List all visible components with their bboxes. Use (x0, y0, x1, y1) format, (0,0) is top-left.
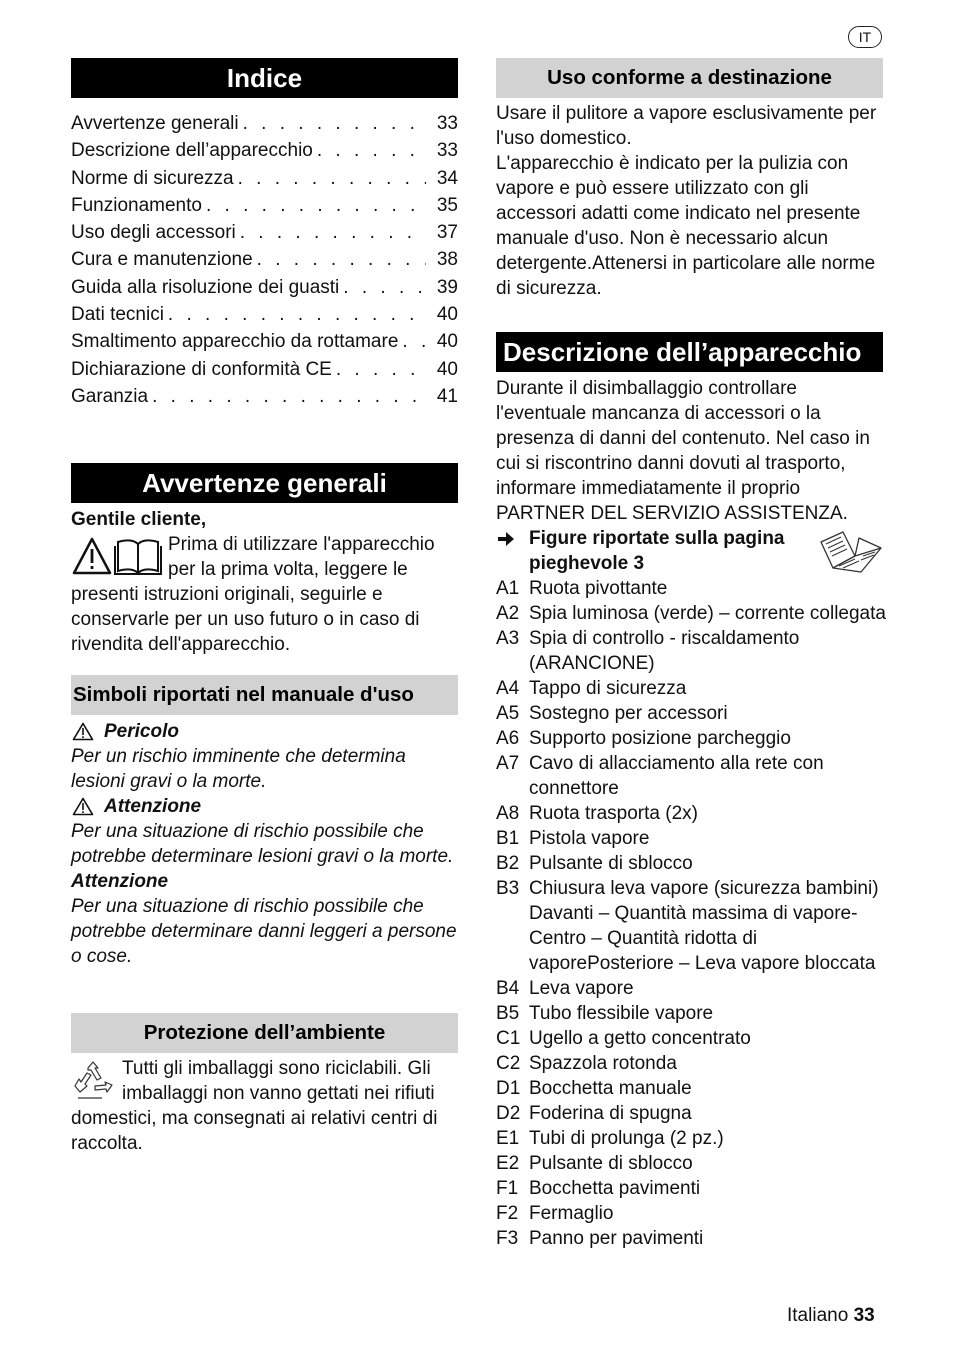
part-description: Spazzola rotonda (529, 1053, 677, 1074)
intended-use-title: Uso conforme a destinazione (547, 66, 832, 89)
part-code: D2 (496, 1103, 521, 1124)
intro-rest: presenti istruzioni originali, seguirle e conservarle per un uso futuro o in caso di rivendita dell'apparecchio. (71, 584, 420, 655)
description-title: Descrizione dell’apparecchio (503, 337, 862, 367)
part-code: A7 (496, 753, 520, 774)
toc-entry-page: 40 (436, 358, 458, 380)
toc-leader-dots (336, 356, 426, 383)
arrow-icon (497, 531, 517, 547)
manual-book-icon (115, 540, 161, 574)
part-code: A1 (496, 578, 520, 599)
environment-heading (71, 1013, 458, 1053)
toc-entry[interactable] (71, 383, 458, 410)
part-code: B5 (496, 1003, 520, 1024)
part-item (496, 1151, 889, 1176)
part-item (496, 826, 889, 851)
language-badge: IT (848, 26, 882, 48)
toc-leader-dots (168, 301, 426, 328)
part-description: Pistola vapore (529, 828, 650, 849)
part-description: Tubi di prolunga (2 pz.) (529, 1128, 724, 1149)
toc-leader-dots (206, 192, 426, 219)
part-item (496, 601, 889, 626)
toc-leader-dots (243, 110, 426, 137)
part-code: C1 (496, 1028, 521, 1049)
part-code: A2 (496, 603, 520, 624)
toc-heading (71, 58, 458, 98)
toc-entry-label: Descrizione dell’apparecchio (71, 140, 313, 162)
part-code: F3 (496, 1228, 519, 1249)
description-heading (496, 332, 883, 372)
environment-rest: domestici, ma consegnati ai relativi centri di raccolta. (71, 1108, 438, 1154)
toc-entry-label: Norme di sicurezza (71, 167, 234, 189)
danger-text: Per un rischio imminente che determina lesioni gravi o la morte. (71, 746, 406, 792)
part-code: A3 (496, 628, 520, 649)
toc-entry-label: Dichiarazione di conformità CE (71, 358, 332, 380)
part-item (496, 626, 889, 676)
toc-leader-dots (257, 246, 426, 273)
toc-entry-page: 39 (436, 276, 458, 298)
toc-entry[interactable] (71, 328, 458, 355)
warning-label: Attenzione (104, 796, 202, 817)
intro-line-1: Prima di utilizzare l'apparecchio (168, 534, 435, 555)
part-item (496, 1076, 889, 1101)
part-description: Tubo flessibile vapore (529, 1003, 714, 1024)
part-code: A6 (496, 728, 520, 749)
part-item (496, 1201, 889, 1226)
toc-leader-dots (238, 165, 426, 192)
caution-text: Per una situazione di rischio possibile che potrebbe determinare danni leggeri a persone o cose. (71, 896, 457, 967)
toc-leader-dots (317, 137, 426, 164)
intended-use-heading (496, 58, 883, 98)
part-code: B2 (496, 853, 520, 874)
symbols-title: Simboli riportati nel manuale d'uso (73, 683, 414, 706)
intro-line-2: per la prima volta, leggere le (168, 559, 408, 580)
toc-leader-dots (402, 328, 426, 355)
part-code: B1 (496, 828, 520, 849)
toc-entry-page: 40 (436, 304, 458, 326)
toc-entry-label: Avvertenze generali (71, 113, 239, 134)
toc-entry-page: 41 (436, 385, 458, 407)
toc-entry[interactable] (71, 356, 458, 383)
toc-leader-dots (240, 219, 426, 246)
toc-entry-label: Garanzia (71, 385, 149, 407)
part-code: E1 (496, 1128, 520, 1149)
part-item (496, 676, 889, 701)
part-code: F1 (496, 1178, 519, 1199)
part-description: Bocchetta pavimenti (529, 1178, 701, 1199)
part-item (496, 751, 889, 801)
figure-ref-line-1: Figure riportate sulla pagina (529, 528, 785, 549)
part-item (496, 1226, 889, 1251)
toc-entry-label: Guida alla risoluzione dei guasti (71, 276, 340, 298)
toc-title: Indice (226, 63, 303, 93)
part-description: Supporto posizione parcheggio (529, 728, 791, 749)
intended-use-para-2: L'apparecchio è indicato per la pulizia con vapore e può essere utilizzato con gli accessori adatti come indicato nel presente manuale d'uso. Non è necessario alcun detergente.Attenersi in particolare alle norme di sicurezza. (496, 153, 876, 299)
environment-line-1: Tutti gli imballaggi sono riciclabili. Gli (122, 1058, 431, 1079)
general-warnings-title: Avvertenze generali (142, 468, 387, 498)
toc-entry[interactable] (71, 301, 458, 328)
danger-triangle-icon (72, 722, 94, 741)
toc-leader-dots (343, 274, 426, 301)
part-description: Tappo di sicurezza (529, 678, 687, 699)
symbols-block (71, 719, 458, 969)
environment-title: Protezione dell’ambiente (143, 1021, 386, 1044)
part-code: A5 (496, 703, 520, 724)
part-item (496, 701, 889, 726)
part-description: Cavo di allacciamento alla rete con connettore (529, 753, 824, 799)
toc-entry-label: Cura e manutenzione (71, 249, 253, 271)
part-description: Pulsante di sblocco (529, 853, 693, 874)
part-description: Pulsante di sblocco (529, 1153, 693, 1174)
warning-triangle-icon (74, 539, 110, 573)
footer-language: Italiano (787, 1305, 849, 1326)
toc-entry[interactable] (71, 192, 458, 219)
part-item (496, 1176, 889, 1201)
toc-entry-page: 34 (436, 167, 458, 189)
general-warnings-heading (71, 463, 458, 503)
symbols-heading (71, 675, 458, 715)
part-item (496, 1101, 889, 1126)
environment-line-2: imballaggi non vanno gettati nei rifiuti (122, 1083, 435, 1104)
part-description: Spia di controllo - riscaldamento (ARANCIONE) (529, 628, 800, 674)
part-item (496, 1051, 889, 1076)
toc-entry[interactable] (71, 274, 458, 301)
part-description: Leva vapore (529, 978, 634, 999)
part-item (496, 1001, 889, 1026)
part-code: B4 (496, 978, 520, 999)
caution-label: Attenzione (71, 871, 169, 892)
intended-use-para-1: Usare il pulitore a vapore esclusivamente per l'uso domestico. (496, 103, 877, 149)
part-description: Spia luminosa (verde) – corrente collegata (529, 603, 886, 624)
toc-entry[interactable] (71, 110, 458, 137)
part-description: Foderina di spugna (529, 1103, 692, 1124)
greeting: Gentile cliente, (71, 509, 207, 530)
part-code: B3 (496, 878, 520, 899)
danger-label: Pericolo (104, 721, 179, 742)
toc-entry-page: 37 (436, 222, 458, 244)
page-footer (787, 1303, 875, 1328)
foldout-page-icon (817, 528, 885, 574)
part-code: D1 (496, 1078, 521, 1099)
recycle-icon (72, 1060, 114, 1102)
toc-entry-label: Funzionamento (71, 194, 202, 216)
parts-list (496, 576, 889, 1251)
part-item (496, 976, 889, 1001)
toc-entry[interactable] (71, 137, 458, 164)
toc-entry-page: 35 (436, 194, 458, 216)
part-item (496, 876, 889, 976)
toc-entry[interactable] (71, 165, 458, 192)
toc-entry-label: Uso degli accessori (71, 222, 236, 244)
toc-entry-page: 40 (436, 331, 458, 353)
part-description: Ruota pivottante (529, 578, 668, 599)
toc-leader-dots (152, 383, 426, 410)
part-description: Sostegno per accessori (529, 703, 728, 724)
toc-entry-page: 33 (436, 113, 458, 134)
figure-ref-line-2: pieghevole 3 (529, 553, 645, 574)
toc-entry-label: Smaltimento apparecchio da rottamare (71, 331, 399, 353)
part-item (496, 576, 889, 601)
part-description: Panno per pavimenti (529, 1228, 704, 1249)
part-item (496, 801, 889, 826)
part-item (496, 726, 889, 751)
part-description: Ugello a getto concentrato (529, 1028, 751, 1049)
part-code: A8 (496, 803, 520, 824)
part-item (496, 1026, 889, 1051)
toc-entry-page: 33 (436, 140, 458, 162)
part-description: Bocchetta manuale (529, 1078, 692, 1099)
part-code: C2 (496, 1053, 521, 1074)
part-item (496, 1126, 889, 1151)
toc-entry-page: 38 (436, 249, 458, 271)
table-of-contents (71, 110, 458, 410)
part-description: Chiusura leva vapore (sicurezza bambini) Davanti – Quantità massima di vapore-Centro – Quantità ridotta di vaporePosteriore – Leva vapore bloccata (529, 878, 879, 974)
part-item (496, 851, 889, 876)
part-code: F2 (496, 1203, 519, 1224)
warning-manual-icon (72, 536, 162, 576)
page-number: 33 (853, 1305, 875, 1326)
part-description: Ruota trasporta (2x) (529, 803, 698, 824)
part-code: E2 (496, 1153, 520, 1174)
description-intro: Durante il disimballaggio controllare l'eventuale mancanza di accessori o la presenza di danni del contenuto. Nel caso in cui si riscontrino danni dovuti al trasporto, informare immediatamente il proprio PARTNER DEL SERVIZIO ASSISTENZA. (496, 378, 870, 524)
part-code: A4 (496, 678, 520, 699)
toc-entry[interactable] (71, 246, 458, 273)
toc-entry-label: Dati tecnici (71, 304, 164, 326)
warning-triangle-small-icon (72, 797, 94, 816)
part-description: Fermaglio (529, 1203, 614, 1224)
warning-text: Per una situazione di rischio possibile che potrebbe determinare lesioni gravi o la morte. (71, 821, 454, 867)
toc-entry[interactable] (71, 219, 458, 246)
